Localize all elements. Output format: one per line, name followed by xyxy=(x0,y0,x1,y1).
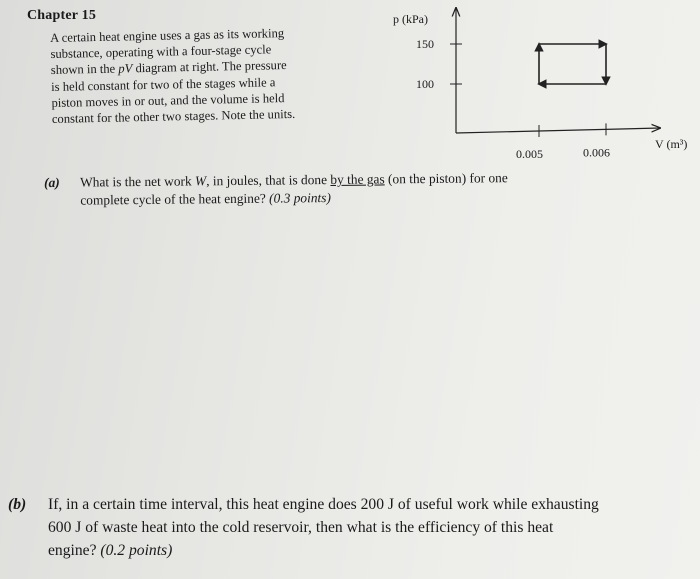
question-a-line2: complete cycle of the heat engine? (0.3 points) xyxy=(80,189,331,208)
pv-symbol: pV xyxy=(118,61,133,76)
question-b-line3: engine? (0.2 points) xyxy=(48,542,173,559)
question-a-line1: (a) What is the net work W, in joules, that is done by the gas (on the piston) for one xyxy=(44,170,508,190)
y-tick-label: 150 xyxy=(416,37,434,51)
question-b xyxy=(8,493,698,562)
intro-line: substance, operating with a four-stage cycle xyxy=(50,42,272,62)
chapter-heading: Chapter 15 xyxy=(27,8,97,23)
intro-line: piston moves in or out, and the volume is held xyxy=(51,90,285,110)
x-axis-label: V (m³) xyxy=(655,137,688,151)
y-tick-label: 100 xyxy=(416,77,434,91)
question-b-line1: (b) If, in a certain time interval, this heat engine does 200 J of useful work while exhausting xyxy=(8,493,698,516)
points-value: (0.2 points) xyxy=(100,542,173,559)
intro-line: is held constant for two of the stages while a xyxy=(51,74,276,94)
intro-line: A certain heat engine uses a gas as its working xyxy=(50,26,285,45)
question-b-line2: 600 J of waste heat into the cold reservoir, then what is the efficiency of this heat xyxy=(48,519,554,536)
x-axis xyxy=(456,128,660,133)
intro-line: shown in the pV diagram at right. The pressure xyxy=(50,58,287,78)
intro-line: constant for the other two stages. Note the units. xyxy=(51,106,296,126)
x-tick-label: 0.006 xyxy=(583,145,610,160)
y-axis-label: p (kPa) xyxy=(393,12,428,26)
x-tick-label: 0.005 xyxy=(516,146,543,161)
points-value: (0.3 points) xyxy=(269,189,331,206)
question-a-label: (a) xyxy=(44,174,60,190)
question-b-label: (b) xyxy=(8,496,27,513)
question-a xyxy=(44,168,644,210)
underlined-phrase: by the gas xyxy=(330,171,385,188)
chart-area xyxy=(416,8,660,161)
